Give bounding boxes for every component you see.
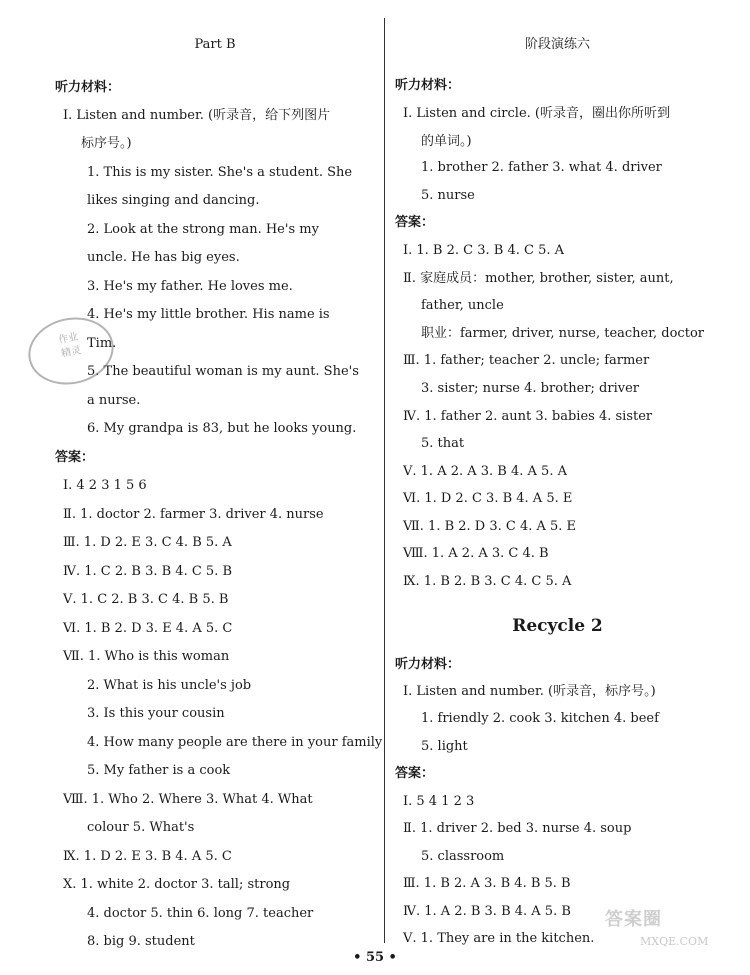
listening-instruction: Ⅰ. Listen and number. (听录音，标序号。) bbox=[403, 684, 656, 699]
answer-line: Ⅲ. 1. D 2. E 3. C 4. B 5. A bbox=[63, 535, 232, 550]
section-label: 听力材料： bbox=[395, 657, 461, 672]
text-line: 1. This is my sister. She's a student. She bbox=[87, 165, 353, 180]
answer-line: Ⅷ. 1. A 2. A 3. C 4. B bbox=[403, 546, 549, 561]
section-label: 听力材料： bbox=[395, 78, 461, 93]
answer-line: 4. How many people are there in your family bbox=[87, 735, 383, 750]
answer-line: 5. classroom bbox=[421, 849, 505, 864]
column-divider bbox=[384, 18, 385, 943]
answer-line: Ⅳ. 1. C 2. B 3. B 4. C 5. B bbox=[63, 564, 233, 579]
answer-line: Ⅶ. 1. B 2. D 3. C 4. A 5. E bbox=[403, 519, 577, 534]
text-line: 1. friendly 2. cook 3. kitchen 4. beef bbox=[421, 711, 659, 726]
watermark-logo: 答案圈 bbox=[605, 909, 662, 930]
answer-line: Ⅲ. 1. B 2. A 3. B 4. B 5. B bbox=[403, 876, 571, 891]
section-label: 听力材料： bbox=[55, 80, 121, 95]
answer-line: Ⅴ. 1. A 2. A 3. B 4. A 5. A bbox=[403, 464, 567, 479]
answer-line: 5. that bbox=[421, 436, 465, 451]
text-line: 的单词。) bbox=[421, 134, 472, 149]
answer-line: Ⅷ. 1. Who 2. Where 3. What 4. What bbox=[63, 792, 313, 807]
answer-line: Ⅰ. 4 2 3 1 5 6 bbox=[63, 478, 147, 493]
answer-line: 职业：farmer, driver, nurse, teacher, doctor bbox=[421, 326, 704, 341]
answer-line: Ⅶ. 1. Who is this woman bbox=[63, 649, 230, 664]
text-line: 5. light bbox=[421, 739, 468, 754]
answer-line: 3. Is this your cousin bbox=[87, 706, 225, 721]
answer-line: father, uncle bbox=[421, 298, 504, 313]
text-line: likes singing and dancing. bbox=[87, 193, 260, 208]
answer-line: Ⅳ. 1. A 2. B 3. B 4. A 5. B bbox=[403, 904, 571, 919]
section-title-recycle: Recycle 2 bbox=[512, 616, 603, 636]
answer-line: Ⅰ. 5 4 1 2 3 bbox=[403, 794, 475, 809]
text-line: 1. brother 2. father 3. what 4. driver bbox=[421, 160, 662, 175]
answer-line: Ⅱ. 1. driver 2. bed 3. nurse 4. soup bbox=[403, 821, 632, 836]
answer-line: Ⅵ. 1. B 2. D 3. E 4. A 5. C bbox=[63, 621, 233, 636]
answer-line: 4. doctor 5. thin 6. long 7. teacher bbox=[87, 906, 314, 921]
text-line: uncle. He has big eyes. bbox=[87, 250, 240, 265]
text-line: 5. nurse bbox=[421, 188, 475, 203]
right-header: 阶段演练六 bbox=[524, 37, 590, 52]
listening-instruction: Ⅰ. Listen and circle. (听录音，圈出你所听到 bbox=[403, 106, 670, 121]
text-line: 5. The beautiful woman is my aunt. She's bbox=[87, 364, 359, 379]
answer-line: Ⅴ. 1. C 2. B 3. C 4. B 5. B bbox=[63, 592, 229, 607]
answer-line: Ⅹ. 1. white 2. doctor 3. tall; strong bbox=[63, 877, 291, 892]
text-line: 标序号。) bbox=[81, 136, 132, 151]
answer-line: Ⅵ. 1. D 2. C 3. B 4. A 5. E bbox=[403, 491, 573, 506]
text-line: Tim. bbox=[87, 336, 117, 351]
answers-label: 答案： bbox=[395, 766, 435, 781]
answer-line: Ⅳ. 1. father 2. aunt 3. babies 4. sister bbox=[403, 409, 653, 424]
answer-line: Ⅸ. 1. B 2. B 3. C 4. C 5. A bbox=[403, 574, 572, 589]
text-line: 6. My grandpa is 83, but he looks young. bbox=[87, 421, 357, 436]
answer-line: colour 5. What's bbox=[87, 820, 195, 835]
watermark-url: MXQE.COM bbox=[640, 935, 709, 948]
answer-line: 3. sister; nurse 4. brother; driver bbox=[421, 381, 639, 396]
text-line: 4. He's my little brother. His name is bbox=[87, 307, 330, 322]
answers-label: 答案： bbox=[395, 215, 435, 230]
listening-instruction: Ⅰ. Listen and number. (听录音，给下列图片 bbox=[63, 108, 331, 123]
answer-line: Ⅱ. 家庭成员：mother, brother, sister, aunt, bbox=[403, 271, 674, 286]
answer-line: 5. My father is a cook bbox=[87, 763, 231, 778]
page-number: • 55 • bbox=[353, 950, 397, 965]
text-line: a nurse. bbox=[87, 393, 141, 408]
answer-line: Ⅲ. 1. father; teacher 2. uncle; farmer bbox=[403, 353, 650, 368]
answer-line: 2. What is his uncle's job bbox=[87, 678, 252, 693]
stamp-text: 作业 bbox=[57, 331, 80, 347]
answers-label: 答案： bbox=[55, 450, 95, 465]
answer-line: Ⅸ. 1. D 2. E 3. B 4. A 5. C bbox=[63, 849, 232, 864]
left-header: Part B bbox=[194, 37, 236, 52]
stamp-text: 精灵 bbox=[60, 345, 83, 360]
answer-line: Ⅴ. 1. They are in the kitchen. bbox=[403, 931, 595, 946]
text-line: 2. Look at the strong man. He's my bbox=[87, 222, 319, 237]
text-line: 3. He's my father. He loves me. bbox=[87, 279, 293, 294]
answer-line: Ⅰ. 1. B 2. C 3. B 4. C 5. A bbox=[403, 243, 564, 258]
answer-line: 8. big 9. student bbox=[87, 934, 195, 949]
answer-line: Ⅱ. 1. doctor 2. farmer 3. driver 4. nurse bbox=[63, 507, 324, 522]
